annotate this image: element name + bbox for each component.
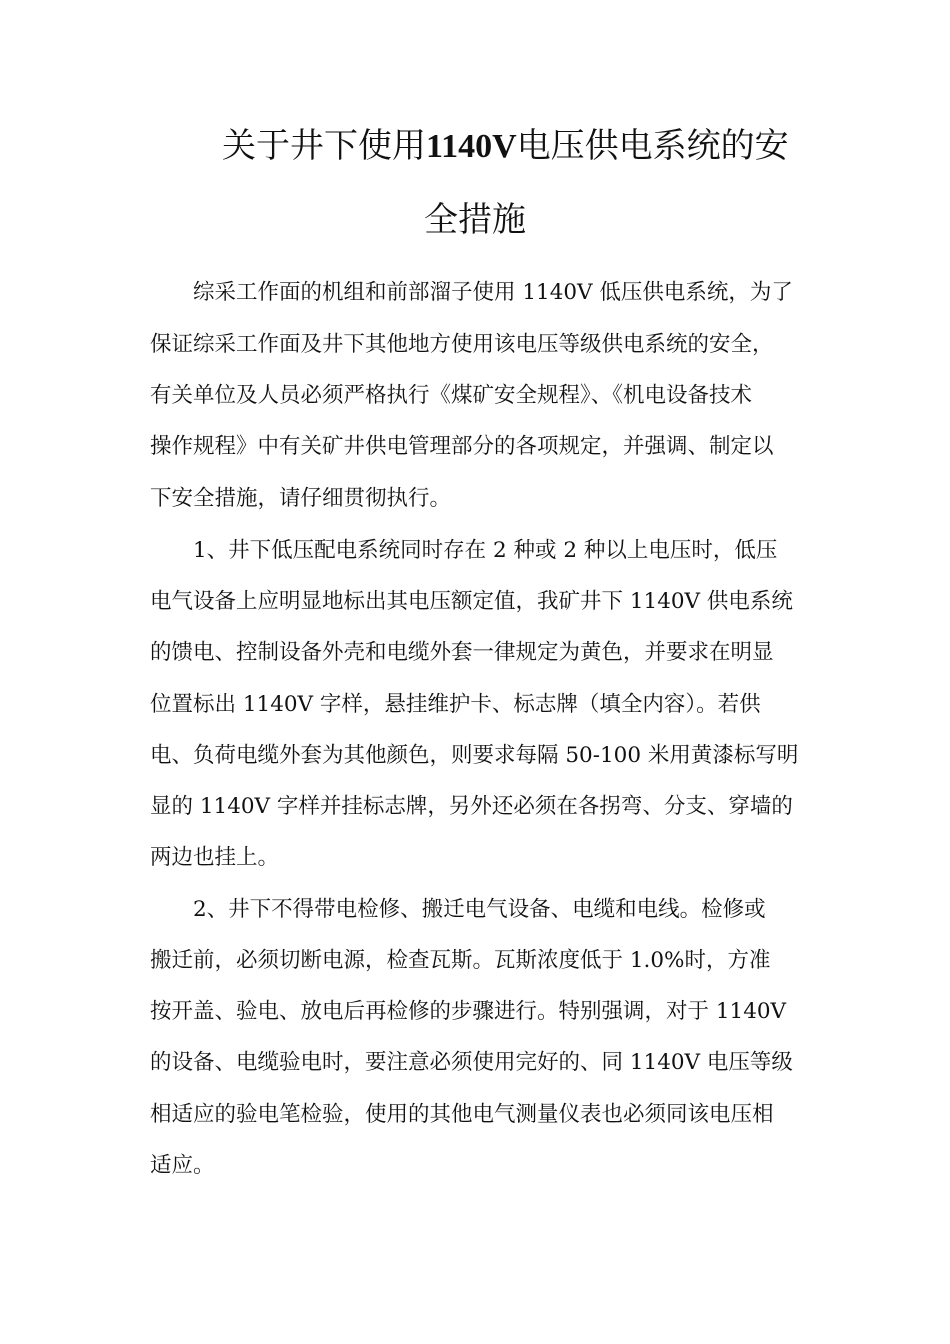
paragraph-line: 下安全措施，请仔细贯彻执行。 bbox=[150, 486, 452, 511]
paragraph-line: 电气设备上应明显地标出其电压额定值，我矿井下 1140V 供电系统 bbox=[150, 589, 793, 614]
paragraph-line: 两边也挂上。 bbox=[150, 845, 280, 870]
paragraph-line: 保证综采工作面及井下其他地方使用该电压等级供电系统的安全， bbox=[150, 332, 774, 357]
paragraph-line: 操作规程》中有关矿井供电管理部分的各项规定，并强调、制定以 bbox=[150, 434, 774, 459]
document-title-line-1 bbox=[222, 126, 789, 167]
paragraph-line: 适应。 bbox=[150, 1153, 215, 1178]
paragraph-line: 搬迁前，必须切断电源，检查瓦斯。瓦斯浓度低于 1.0%时，方准 bbox=[150, 948, 771, 973]
paragraph-line: 2、井下不得带电检修、搬迁电气设备、电缆和电线。检修或 bbox=[193, 897, 766, 922]
title-prefix: 关于井下使用 bbox=[222, 126, 426, 166]
document-title-line-2: 全措施 bbox=[424, 200, 526, 240]
paragraph-line: 电、负荷电缆外套为其他颜色，则要求每隔 50-100 米用黄漆标写明 bbox=[150, 743, 799, 768]
paragraph-line: 有关单位及人员必须严格执行《煤矿安全规程》、《机电设备技术 bbox=[150, 383, 753, 408]
title-voltage: 1140V bbox=[426, 128, 517, 165]
paragraph-line: 1、井下低压配电系统同时存在 2 种或 2 种以上电压时，低压 bbox=[193, 538, 778, 563]
paragraph-line: 综采工作面的机组和前部溜子使用 1140V 低压供电系统，为了 bbox=[193, 280, 793, 305]
paragraph-line: 的设备、电缆验电时，要注意必须使用完好的、同 1140V 电压等级 bbox=[150, 1050, 793, 1075]
paragraph-line: 的馈电、控制设备外壳和电缆外套一律规定为黄色，并要求在明显 bbox=[150, 640, 774, 665]
title-suffix: 电压供电系统的安 bbox=[516, 126, 789, 166]
paragraph-line: 显的 1140V 字样并挂标志牌，另外还必须在各拐弯、分支、穿墙的 bbox=[150, 794, 793, 819]
paragraph-line: 位置标出 1140V 字样，悬挂维护卡、标志牌（填全内容）。若供 bbox=[150, 692, 761, 717]
paragraph-line: 相适应的验电笔检验，使用的其他电气测量仪表也必须同该电压相 bbox=[150, 1102, 774, 1127]
paragraph-line: 按开盖、验电、放电后再检修的步骤进行。特别强调，对于 1140V bbox=[150, 999, 787, 1024]
